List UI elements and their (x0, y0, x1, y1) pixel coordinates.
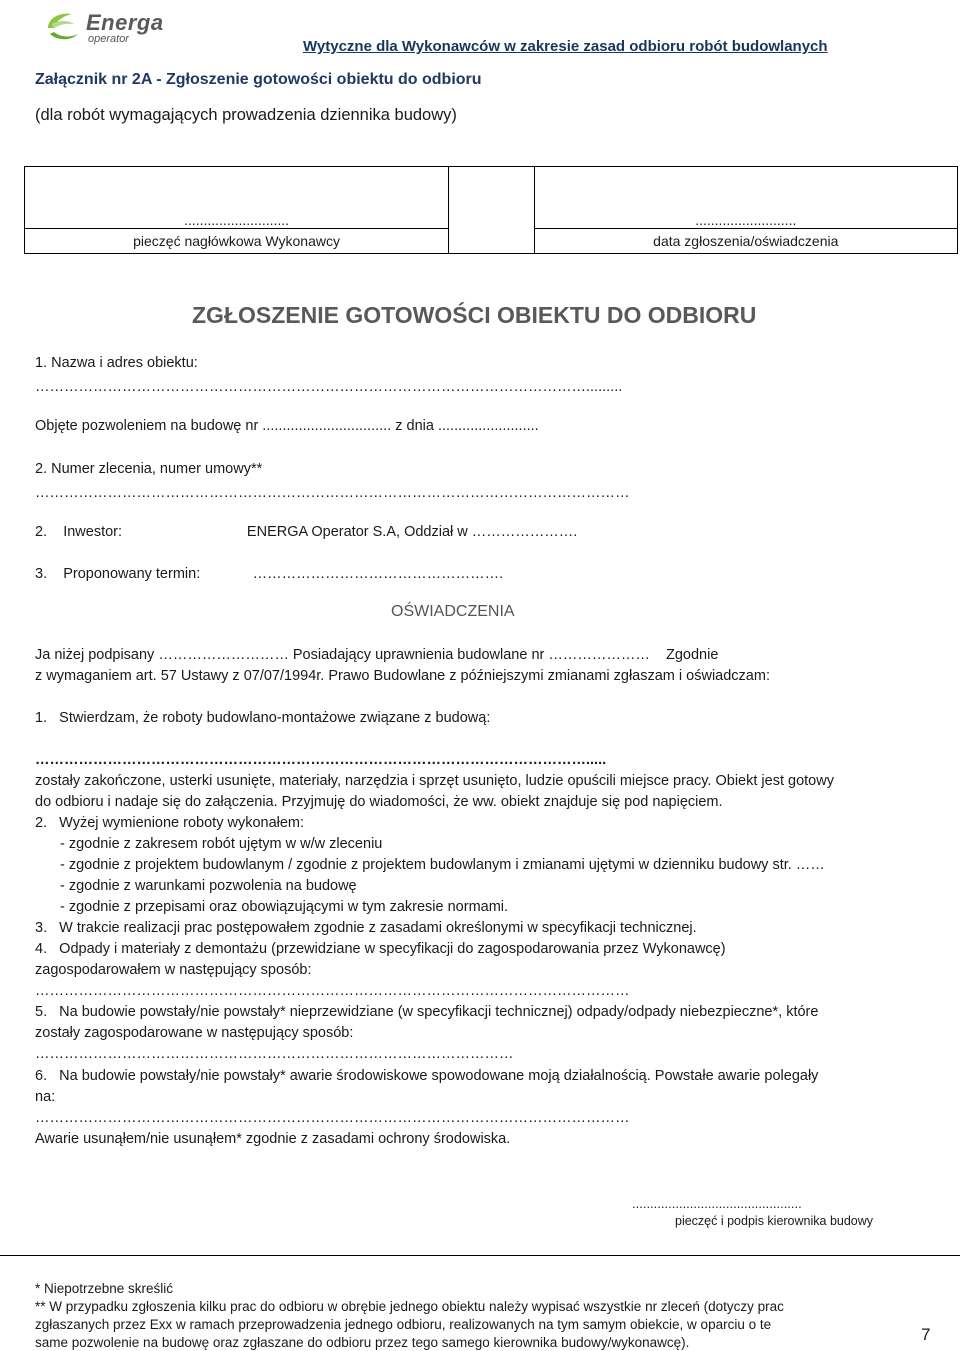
footnote-2-b: zgłaszanych przez Exx w ramach przeprowadzenia jednego odbioru, realizowanych na tym samym obiekcie, w oparciu o te (35, 1317, 772, 1332)
line-order-number-dots: …………………………………………………………………………………………………………… (35, 485, 630, 501)
line-point-1-dots: ……………………………………………………………………………………………………..... (35, 752, 607, 768)
line-object-name-label: 1. Nazwa i adres obiektu: (35, 355, 198, 371)
spacer-box (449, 167, 534, 254)
footer-divider (0, 1255, 960, 1256)
line-point-5-dots: ……………………………………………………………………………………… (35, 1046, 514, 1062)
form-title: ZGŁOSZENIE GOTOWOŚCI OBIEKTU DO ODBIORU (192, 302, 757, 328)
stamp-date-table (24, 166, 958, 254)
line-proposed-date: 3. Proponowany termin: ……………………………………………. (35, 566, 504, 582)
date-box (534, 167, 957, 254)
line-point-2-a: - zgodnie z zakresem robót ujętym w w/w zleceniu (60, 836, 383, 852)
line-point-6-cont: na: (35, 1089, 56, 1105)
line-point-4-cont: zagospodarowałem w następujący sposób: (35, 962, 312, 978)
footnote-2-c: same pozwolenie na budowę oraz zgłaszane do odbioru przez tego samego kierownika budowy/wykonawcę). (35, 1335, 690, 1350)
line-point-6-dots: …………………………………………………………………………………………………………… (35, 1110, 630, 1126)
footnote-1: * Niepotrzebne skreślić (35, 1281, 174, 1296)
line-investor: 2. Inwestor: ENERGA Operator S.A, Oddział w …………………. (35, 524, 578, 540)
line-point-2: 2. Wyżej wymienione roboty wykonałem: (35, 815, 305, 831)
line-point-3: 3. W trakcie realizacji prac postępowałem zgodnie z zasadami określonymi w specyfikacji technicznej. (35, 920, 697, 936)
logo-text: Energa (86, 10, 164, 35)
annex-subtitle: (dla robót wymagających prowadzenia dziennika budowy) (35, 106, 457, 124)
stamp-dots: ........................... (25, 212, 448, 229)
annex-title: Załącznik nr 2A - Zgłoszenie gotowości obiektu do odbioru (35, 71, 482, 88)
line-point-1: 1. Stwierdzam, że roboty budowlano-montażowe związane z budową: (35, 710, 491, 726)
line-point-5: 5. Na budowie powstały/nie powstały* nieprzewidziane (w specyfikacji technicznej) odpady/odpady niebezpieczne*, które (35, 1004, 819, 1020)
line-point-1-text-b: do odbioru i nadaje się do załączenia. Przyjmuję do wiadomości, że ww. obiekt znajduje się pod napięciem. (35, 794, 723, 810)
page-number: 7 (921, 1325, 931, 1344)
line-point-2-b: - zgodnie z projektem budowlanym / zgodnie z projektem budowlanym i zmianami ujętymi w dzienniku budowy str. …… (60, 857, 825, 873)
line-order-number-label: 2. Numer zlecenia, numer umowy** (35, 461, 263, 477)
stamp-box (25, 167, 449, 254)
date-dots: .......................... (535, 212, 957, 229)
line-point-2-c: - zgodnie z warunkami pozwolenia na budowę (60, 878, 357, 894)
line-point-6-closing: Awarie usunąłem/nie usunąłem* zgodnie z zasadami ochrony środowiska. (35, 1131, 511, 1147)
stamp-caption: pieczęć nagłówkowa Wykonawcy (133, 233, 340, 249)
date-caption: data zgłoszenia/oświadczenia (653, 233, 839, 249)
signature-dots: ............................................... (632, 1196, 802, 1211)
line-point-4: 4. Odpady i materiały z demontażu (przewidziane w specyfikacji do zagospodarowania przez Wykonawcę) (35, 941, 726, 957)
line-point-6: 6. Na budowie powstały/nie powstały* awarie środowiskowe spowodowane moją działalnością. Powstałe awarie polegały (35, 1068, 819, 1084)
section-declarations: OŚWIADCZENIA (391, 603, 515, 620)
line-point-5-cont: zostały zagospodarowane w następujący sposób: (35, 1025, 354, 1041)
running-title: Wytyczne dla Wykonawców w zakresie zasad odbioru robót budowlanych (303, 38, 828, 55)
line-undersigned: Ja niżej podpisany ……………………… Posiadający uprawnienia budowlane nr ………………… Zgodnie (35, 647, 719, 663)
line-point-4-dots: …………………………………………………………………………………………………………… (35, 983, 630, 999)
line-permit: Objęte pozwoleniem na budowę nr ................................ z dnia ......................... (35, 418, 539, 434)
footnote-2-a: ** W przypadku zgłoszenia kilku prac do odbioru w obrębie jednego obiektu należy wypisać wszystkie nr zleceń (dotyczy prac (35, 1299, 784, 1314)
signature-caption: pieczęć i podpis kierownika budowy (675, 1214, 874, 1228)
energa-logo (44, 10, 184, 46)
line-object-name-dots: ……………………………………………………………………………………………………......... (35, 379, 623, 395)
energa-swoosh-icon (44, 10, 84, 46)
line-law-reference: z wymaganiem art. 57 Ustawy z 07/07/1994r. Prawo Budowlane z późniejszymi zmianami zgłaszam i oświadczam: (35, 668, 770, 684)
line-point-2-d: - zgodnie z przepisami oraz obowiązującymi w tym zakresie normami. (60, 899, 509, 915)
line-point-1-text-a: zostały zakończone, usterki usunięte, materiały, narzędzia i sprzęt usunięto, ludzie opuścili miejsce pracy. Obiekt jest gotowy (35, 773, 834, 789)
logo-subtext: operator (88, 33, 129, 45)
